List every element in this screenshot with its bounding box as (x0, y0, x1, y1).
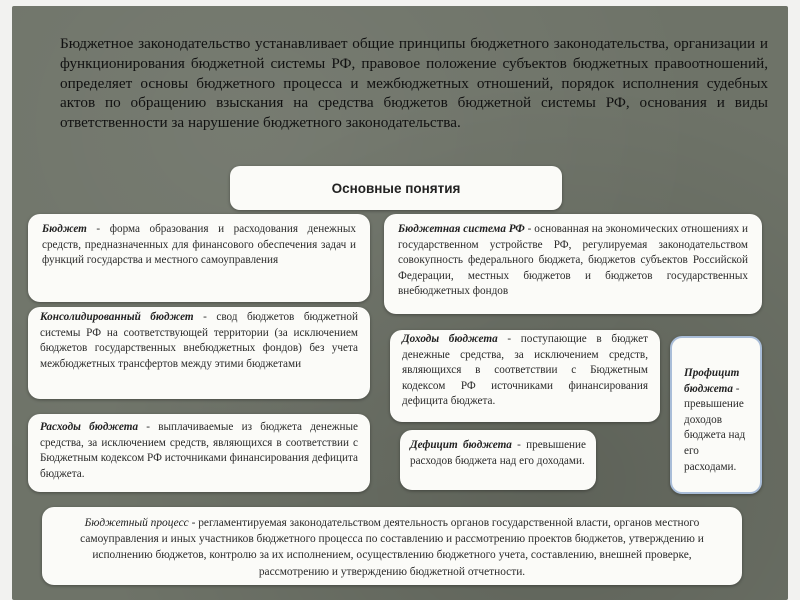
definition-consolidated-budget (28, 307, 370, 399)
intro-paragraph: Бюджетное законодательство устанавливает общие принципы бюджетного законодательства, организации и функционирования бюджетной системы РФ, правовое положение субъектов бюджетных правоотношений, определяет основы бюджетного процесса и межбюджетных отношений, порядок исполнения судебных актов по обращению взыскания на средства бюджетов бюджетной системы РФ, основания и виды ответственности за нарушение бюджетного законодательства. (60, 35, 768, 132)
term-budget-income: Доходы бюджета (402, 333, 498, 345)
definition-consolidated-budget-text: - свод бюджетов бюджетной системы РФ на соответствующей территории (за исключением бюджетов государственных внебюджетных фондов) без учета межбюджетных трансфертов между этими бюджетами (40, 311, 358, 370)
definition-budget-text: - форма образования и расходования денежных средств, предназначенных для финансового обеспечения задач и функций государства и местного самоуправления (42, 223, 356, 267)
definition-budget-process (42, 507, 742, 585)
definition-budget-expenses (28, 414, 370, 492)
term-budget-expenses: Расходы бюджета (40, 421, 139, 433)
term-budget-deficit: Дефицит бюджета (410, 439, 512, 451)
definition-budget-surplus-text: - превышение доходов бюджета над его расходами. (684, 382, 746, 473)
term-budget: Бюджет (42, 223, 87, 235)
definition-budget-system (384, 214, 762, 314)
definition-budget-deficit (400, 430, 596, 490)
definition-budget-expenses-text: - выплачиваемые из бюджета денежные средства, за исключением средств, являющихся в соответствии с Бюджетным кодексом РФ источниками финансирования дефицита бюджета. (40, 421, 358, 480)
term-budget-process: Бюджетный процесс (84, 517, 189, 529)
definition-budget-system-text: - основанная на экономических отношениях и государственном устройстве РФ, регулируемая законодательством совокупность федерального бюджета, бюджетов субъектов Российской Федерации, местных бюджетов и бюджетов государственных внебюджетных фондов (398, 223, 748, 298)
definition-budget-deficit-text: - превышение расходов бюджета над его доходами. (410, 439, 587, 467)
section-title: Основные понятия (230, 166, 562, 210)
definition-budget (28, 214, 370, 302)
term-budget-surplus: Профицит бюджета (684, 367, 740, 395)
definition-budget-income (390, 330, 660, 422)
definition-budget-income-text: - поступающие в бюджет денежные средства, за исключением средств, являющихся в соответствии с Бюджетным кодексом РФ источниками финансирования дефицита бюджета. (402, 333, 648, 408)
definition-budget-process-text: - регламентируемая законодательством деятельность органов государственной власти, органов местного самоуправления и иных участников бюджетного процесса по составлению и рассмотрению проектов бюджетов, утверждению и исполнению бюджетов, контролю за их исполнением, осуществлению бюджетного учета, составлению, внешней проверке, рассмотрению и утверждению бюджетной отчетности. (80, 517, 704, 578)
term-consolidated-budget: Консолидированный бюджет (40, 311, 194, 323)
term-budget-system: Бюджетная система РФ (398, 223, 525, 235)
definition-budget-surplus (670, 336, 762, 494)
